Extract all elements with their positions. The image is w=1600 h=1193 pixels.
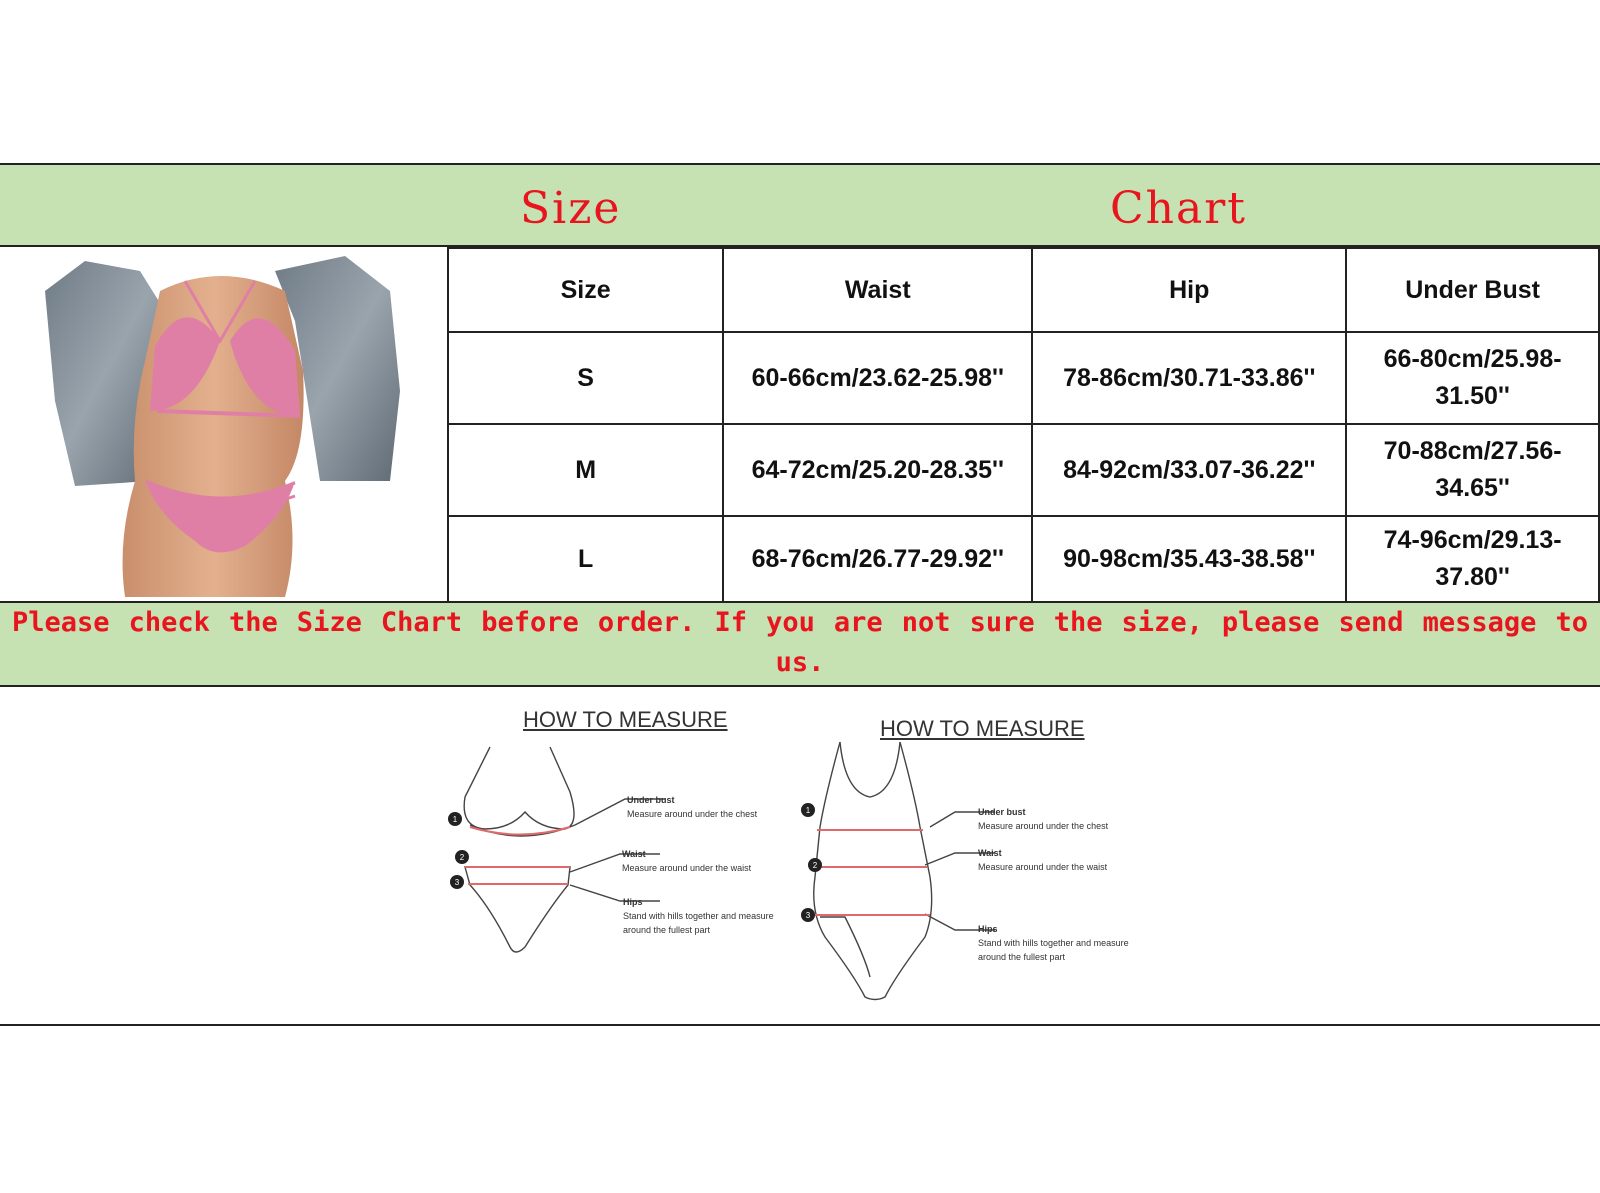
column-header-hip: Hip	[1032, 248, 1346, 332]
annotation-title: Under bust	[978, 807, 1026, 817]
annotation-hips-right	[978, 922, 1129, 964]
annotation-title: Waist	[622, 849, 646, 859]
size-chart-main	[0, 247, 1600, 601]
cell-under-bust	[1346, 332, 1599, 424]
annotation-waist-right	[978, 846, 1107, 874]
cell-hip: 84-92cm/33.07-36.22''	[1032, 424, 1346, 516]
step-3-label: 3	[454, 878, 460, 887]
cell-under-bust	[1346, 516, 1599, 602]
order-notice: Please check the Size Chart before order. If you are not sure the size, please send message to us.	[0, 601, 1600, 687]
cell-under-bust-line2: 37.80''	[1435, 563, 1510, 591]
cell-hip: 78-86cm/30.71-33.86''	[1032, 332, 1346, 424]
cell-under-bust-line1: 74-96cm/29.13-	[1383, 526, 1562, 554]
table-row	[448, 332, 1599, 424]
annotation-title: Under bust	[627, 795, 675, 805]
cell-under-bust-line1: 66-80cm/25.98-	[1383, 345, 1562, 373]
cell-size: S	[448, 332, 723, 424]
cell-hip: 90-98cm/35.43-38.58''	[1032, 516, 1346, 602]
annotation-text: Measure around under the waist	[622, 863, 752, 873]
step-1-label: 1	[805, 806, 811, 815]
cell-size: M	[448, 424, 723, 516]
annotation-waist-left	[622, 847, 751, 875]
step-3-label: 3	[805, 911, 811, 920]
cell-under-bust-line2: 31.50''	[1435, 382, 1510, 410]
table-row	[448, 516, 1599, 602]
annotation-text: around the fullest part	[978, 952, 1066, 962]
annotation-title: Hips	[978, 924, 998, 934]
annotation-text: around the fullest part	[623, 925, 711, 935]
column-header-waist: Waist	[723, 248, 1032, 332]
step-2-label: 2	[812, 861, 818, 870]
how-to-measure-section	[0, 687, 1600, 1026]
annotation-text: Measure around under the waist	[978, 862, 1108, 872]
cell-under-bust-line2: 34.65''	[1435, 474, 1510, 502]
annotation-text: Stand with hills together and measure	[623, 911, 774, 921]
how-to-measure-title-swimsuit: HOW TO MEASURE	[880, 716, 1085, 741]
annotation-hips-left	[623, 895, 774, 937]
cell-under-bust-line1: 70-88cm/27.56-	[1383, 437, 1562, 465]
annotation-text: Measure around under the chest	[627, 809, 758, 819]
annotation-under-bust-right	[978, 805, 1108, 833]
annotation-text: Stand with hills together and measure	[978, 938, 1129, 948]
annotation-title: Waist	[978, 848, 1002, 858]
header-title-size: Size	[520, 183, 622, 234]
cell-waist: 60-66cm/23.62-25.98''	[723, 332, 1032, 424]
column-header-under-bust: Under Bust	[1346, 248, 1599, 332]
step-1-label: 1	[452, 815, 458, 824]
product-photo	[45, 251, 400, 597]
how-to-measure-title-bikini: HOW TO MEASURE	[523, 707, 728, 732]
cell-size: L	[448, 516, 723, 602]
annotation-text: Measure around under the chest	[978, 821, 1109, 831]
annotation-under-bust-left	[627, 793, 757, 821]
annotation-title: Hips	[623, 897, 643, 907]
size-chart-header	[0, 163, 1600, 247]
cell-under-bust	[1346, 424, 1599, 516]
cell-waist: 68-76cm/26.77-29.92''	[723, 516, 1032, 602]
table-row	[448, 424, 1599, 516]
cell-waist: 64-72cm/25.20-28.35''	[723, 424, 1032, 516]
step-2-label: 2	[459, 853, 465, 862]
size-table	[447, 247, 1600, 603]
column-header-size: Size	[448, 248, 723, 332]
header-title-chart: Chart	[1110, 183, 1247, 234]
table-header-row	[448, 248, 1599, 332]
